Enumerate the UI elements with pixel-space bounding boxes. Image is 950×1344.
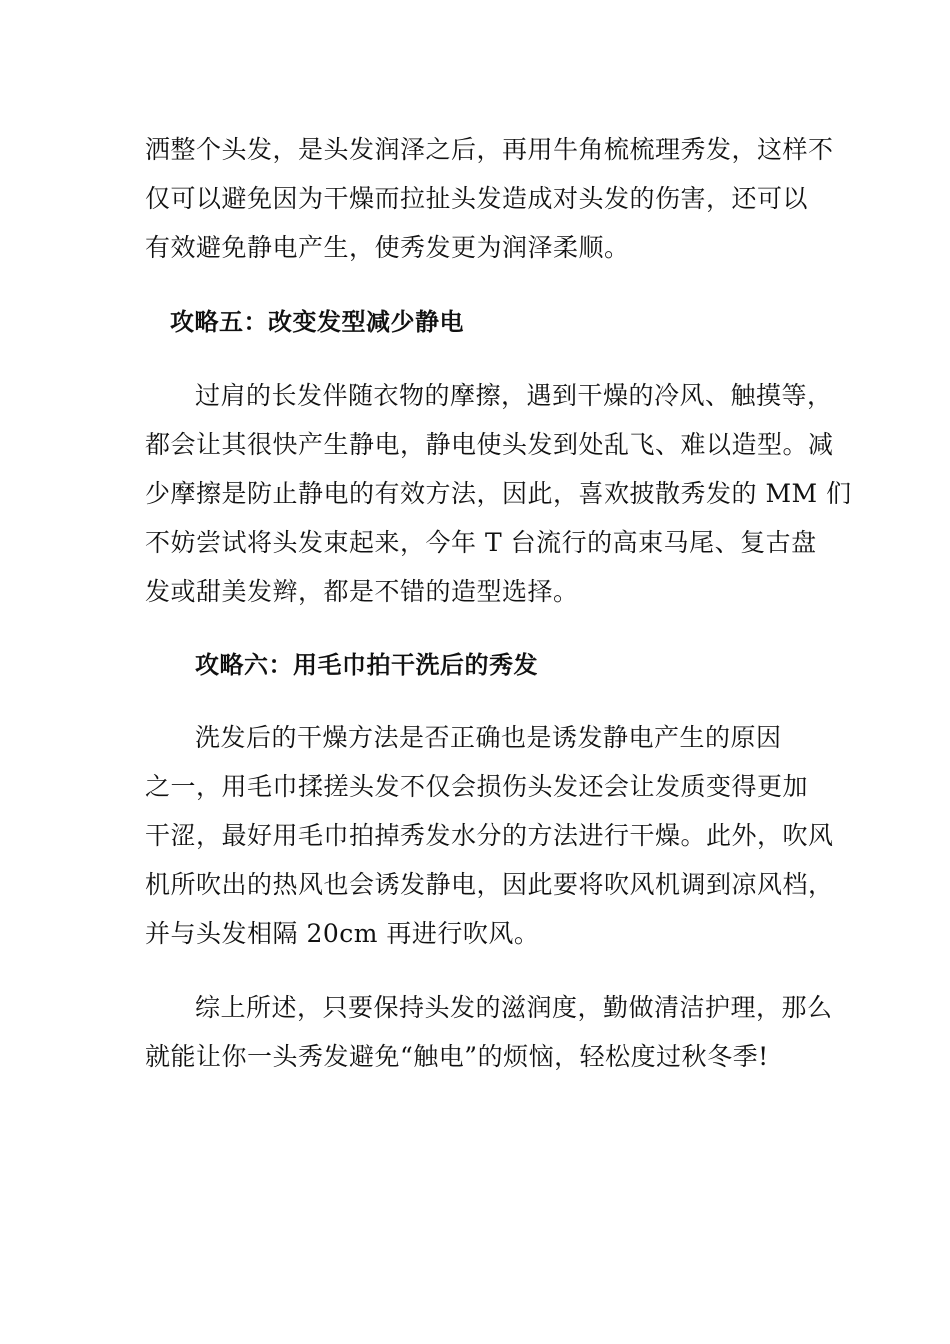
section-heading-5: 攻略五：改变发型减少静电 xyxy=(170,308,464,336)
paragraph-line: 综上所述，只要保持头发的滋润度，勤做清洁护理，那么 xyxy=(195,993,833,1022)
paragraph-line: 少摩擦是防止静电的有效方法，因此，喜欢披散秀发的 MM 们 xyxy=(145,479,852,508)
paragraph-line: 有效避免静电产生，使秀发更为润泽柔顺。 xyxy=(145,233,630,262)
paragraph-line: 洗发后的干燥方法是否正确也是诱发静电产生的原因 xyxy=(195,723,782,752)
paragraph-line: 不妨尝试将头发束起来，今年 T 台流行的高束马尾、复古盘 xyxy=(145,528,817,557)
paragraph-line: 过肩的长发伴随衣物的摩擦，遇到干燥的冷风、触摸等， xyxy=(195,381,833,410)
paragraph-line: 干涩，最好用毛巾拍掉秀发水分的方法进行干燥。此外，吹风 xyxy=(145,821,834,850)
paragraph-line: 都会让其很快产生静电，静电使头发到处乱飞、难以造型。减 xyxy=(145,430,834,459)
paragraph-line: 并与头发相隔 20cm 再进行吹风。 xyxy=(145,919,540,948)
paragraph-line: 就能让你一头秀发避免“触电”的烦恼，轻松度过秋冬季! xyxy=(145,1042,769,1071)
paragraph-line: 洒整个头发，是头发润泽之后，再用牛角梳梳理秀发，这样不 xyxy=(145,135,834,164)
paragraph-line: 发或甜美发辫，都是不错的造型选择。 xyxy=(145,577,579,606)
paragraph-line: 仅可以避免因为干燥而拉扯头发造成对头发的伤害，还可以 xyxy=(145,184,809,213)
section-heading-6: 攻略六：用毛巾拍干洗后的秀发 xyxy=(195,651,538,679)
paragraph-line: 机所吹出的热风也会诱发静电，因此要将吹风机调到凉风档， xyxy=(145,870,834,899)
paragraph-line: 之一，用毛巾揉搓头发不仅会损伤头发还会让发质变得更加 xyxy=(145,772,809,801)
